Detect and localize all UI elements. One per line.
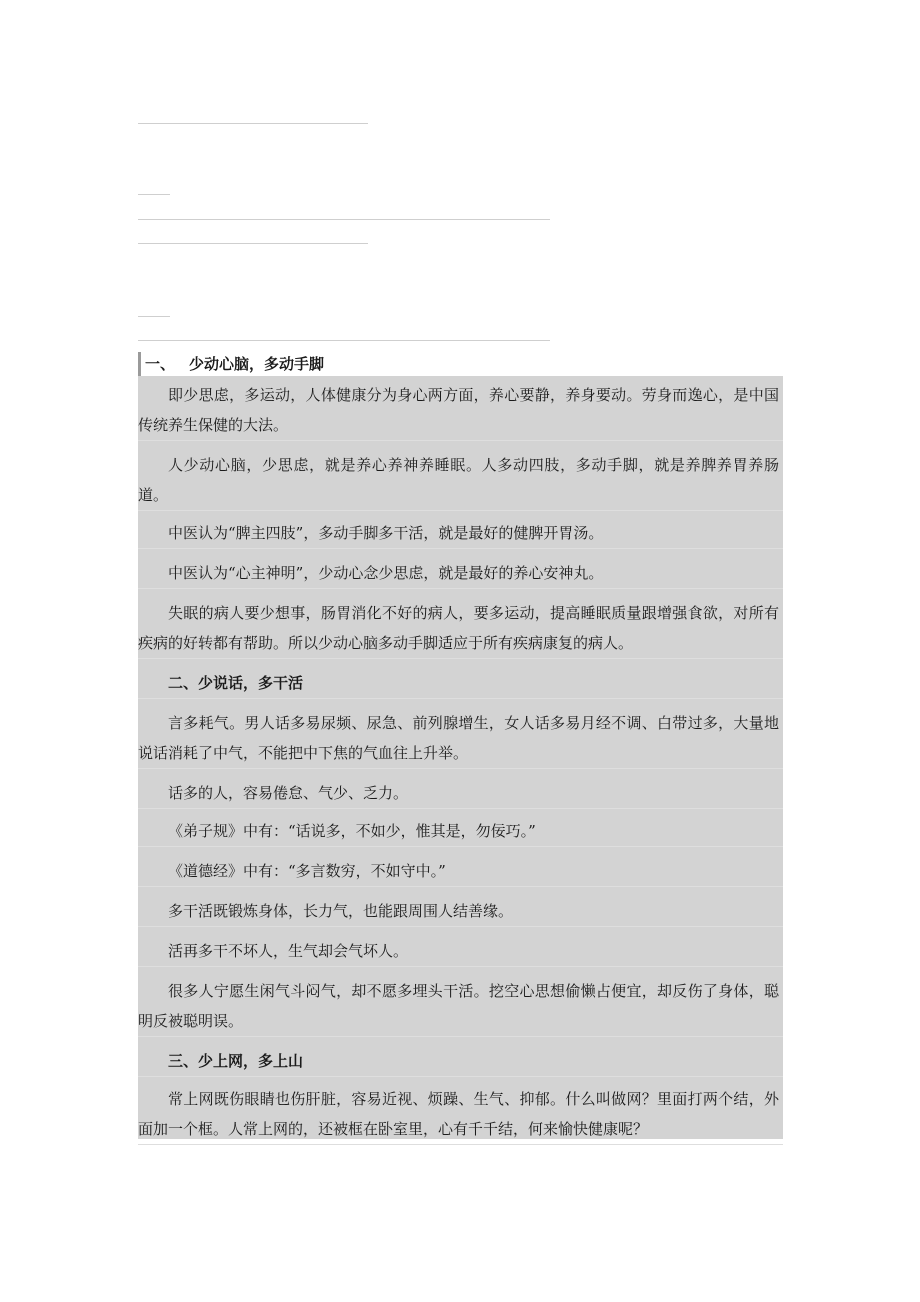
paragraph: 中医认为“心主神明”，少动心念少思虑，就是最好的养心安神丸。 — [138, 558, 783, 589]
section-title: 少动心脑，多动手脚 — [189, 355, 325, 373]
divider-line — [138, 243, 368, 244]
divider-line — [138, 219, 550, 220]
section-heading-1 — [138, 352, 638, 376]
paragraph: 中医认为“脾主四肢”，多动手脚多干活，就是最好的健脾开胃汤。 — [138, 518, 783, 549]
section-number: 一、 — [145, 355, 176, 373]
paragraph: 失眠的病人要少想事，肠胃消化不好的病人，要多运动，提高睡眠质量跟增强食欲，对所有疾病的好转都有帮助。所以少动心脑多动手脚适应于所有疾病康复的病人。 — [138, 598, 783, 659]
paragraph: 很多人宁愿生闲气斗闷气，却不愿多埋头干活。挖空心思想偷懒占便宜，却反伤了身体，聪明反被聪明误。 — [138, 976, 783, 1037]
paragraph: 常上网既伤眼睛也伤肝脏，容易近视、烦躁、生气、抑郁。什么叫做网？里面打两个结，外面加一个框。人常上网的，还被框在卧室里，心有千千结，何来愉快健康呢？ — [138, 1084, 783, 1145]
paragraph: 言多耗气。男人话多易尿频、尿急、前列腺增生，女人话多易月经不调、白带过多，大量地说话消耗了中气，不能把中下焦的气血往上升举。 — [138, 708, 783, 769]
divider-line — [138, 316, 170, 317]
article-body — [138, 376, 783, 1139]
paragraph: 话多的人，容易倦怠、气少、乏力。 — [138, 778, 783, 809]
section-heading-3: 三、少上网，多上山 — [138, 1046, 783, 1077]
section-heading-2: 二、少说话，多干活 — [138, 668, 783, 699]
paragraph: 《弟子规》中有：“话说多，不如少，惟其是，勿佞巧。” — [138, 816, 783, 847]
paragraph: 人少动心脑，少思虑，就是养心养神养睡眠。人多动四肢，多动手脚，就是养脾养胃养肠道。 — [138, 450, 783, 511]
paragraph: 活再多干不坏人，生气却会气坏人。 — [138, 936, 783, 967]
divider-line — [138, 123, 368, 124]
divider-line — [138, 340, 550, 341]
paragraph: 多干活既锻炼身体，长力气，也能跟周围人结善缘。 — [138, 896, 783, 927]
paragraph: 即少思虑，多运动，人体健康分为身心两方面，养心要静，养身要动。劳身而逸心，是中国传统养生保健的大法。 — [138, 380, 783, 441]
divider-line — [138, 194, 170, 195]
paragraph: 《道德经》中有：“多言数穷，不如守中。” — [138, 856, 783, 887]
